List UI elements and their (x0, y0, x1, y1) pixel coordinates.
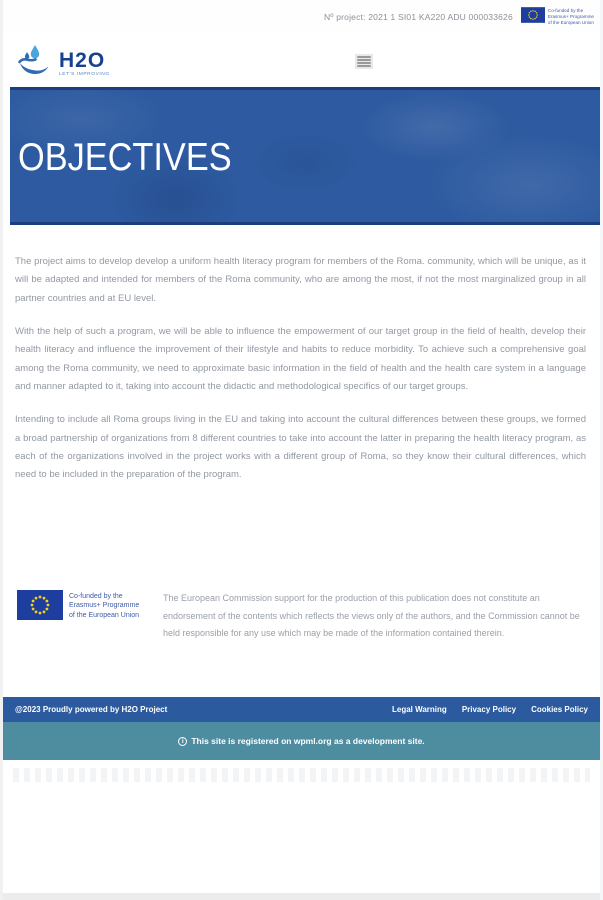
eu-cofunded-text: Co-funded by the Erasmus+ Programme of the European Union (69, 593, 140, 619)
footer-link-privacy-policy[interactable]: Privacy Policy (461, 705, 517, 714)
footer-link-legal-warning[interactable]: Legal Warning (391, 705, 447, 714)
site-header (3, 34, 600, 87)
wpml-dev-notice-bar (3, 722, 600, 760)
disclaimer-text: The European Commission support for the production of this publication does not constitute an endorsement of the contents which reflects the views only of the authors, and the Commission cannot be held responsible for any use which may be made of the information contained therein. (163, 593, 580, 639)
footer-bar (3, 697, 600, 722)
paragraph: With the help of such a program, we will be able to influence the empowerment of our target group in the field of health, develop their health literacy and influence the improvement of their lifestyle and habits to reduce morbidity. To achieve such a comprehensive goal among the Roma community, we need to approximate basic information in the field of health and the health care system in a language and manner adapted to it, taking into account the didactic and methodological specifics of our target groups. (15, 325, 586, 392)
bottom-edge-strip (3, 893, 600, 900)
eu-cofunded-text: Co-funded by the Erasmus+ Programme of the European Union (547, 8, 594, 25)
eu-flag-icon (521, 7, 545, 28)
topbar (3, 0, 600, 34)
water-hand-logo-icon (15, 41, 55, 86)
faded-content-row (13, 768, 590, 782)
project-number: Nº project: 2021 1 SI01 KA220 ADU 000033626 (323, 12, 513, 22)
page-title: OBJECTIVES (18, 136, 232, 179)
footer-link-cookies-policy[interactable]: Cookies Policy (531, 705, 588, 714)
eu-cofunded-logo-large (17, 590, 163, 643)
site-logo[interactable] (15, 41, 110, 86)
eu-flag-icon (17, 590, 63, 625)
hamburger-menu-icon[interactable] (355, 54, 373, 69)
logo-text-block (59, 50, 110, 77)
logo-wordmark: H2O (59, 49, 106, 72)
hero-banner (10, 87, 600, 225)
eu-disclaimer-section (17, 590, 590, 643)
footer-copyright: @2023 Proudly powered by H2O Project (15, 705, 168, 714)
wpml-notice-text: This site is registered on wpml.org as a development site. (191, 736, 425, 746)
info-icon: i (178, 737, 187, 746)
footer-nav (392, 705, 588, 714)
main-content (15, 253, 586, 500)
paragraph: Intending to include all Roma groups living in the EU and taking into account the cultural differences between these groups, we formed a broad partnership of organizations from 8 different countries to take into account the latter in preparing the health literacy program, as each of the organizations involved in the project works with a different group of Roma, so they know their cultural differences, which need to be included in the preparation of the program. (15, 414, 586, 481)
eu-cofunded-logo-small (521, 7, 594, 28)
paragraph: The project aims to develop develop a uniform health literacy program for members of the Roma. community, which will be unique, as it will be adapted and intended for members of the Roma community, who are among the most, if not the most marginalized group in all partner countries and at EU level. (15, 256, 586, 304)
logo-tagline: LET'S IMPROVING (59, 72, 110, 77)
